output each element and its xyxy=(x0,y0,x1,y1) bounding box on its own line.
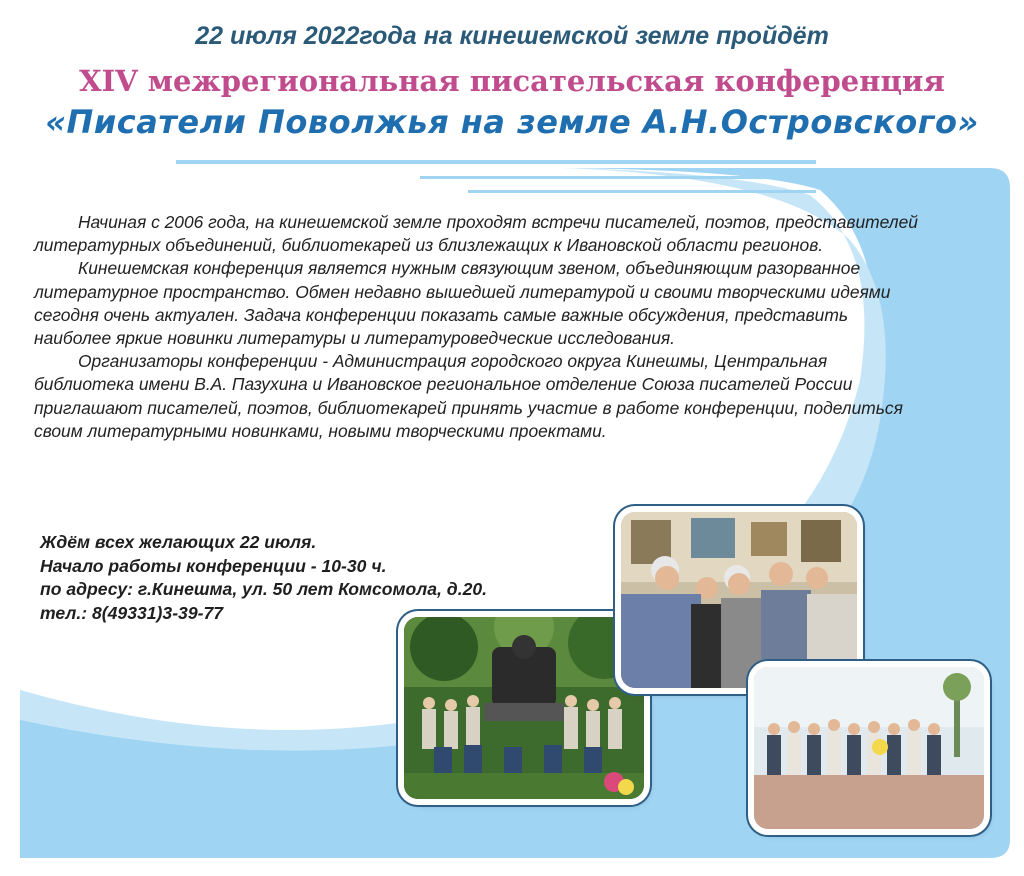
conference-name: «Писатели Поволжья на земле А.Н.Островского» xyxy=(45,103,979,141)
conference-title: XIV межрегиональная писательская конференция xyxy=(79,64,945,98)
info-invite: Ждём всех желающих 22 июля. xyxy=(40,532,317,552)
date-line: 22 июля 2022года на кинешемской земле пройдёт xyxy=(195,22,829,50)
paragraph-1: Начиная с 2006 года, на кинешемской земле проходят встречи писателей, поэтов, представителей литературных объединений, библиотекарей из близлежащих к Ивановской области регионов. xyxy=(34,212,918,256)
deco-line-1 xyxy=(176,160,816,164)
deco-line-3 xyxy=(468,190,816,193)
deco-line-2 xyxy=(420,176,816,179)
paragraph-3: Организаторы конференции - Администрация городского округа Кинешмы, Центральная библиотека имени В.А. Пазухина и Ивановское региональное отделение Союза писателей России приглашают писателей, поэтов, библиотекарей принять участие в работе конференции, поделиться своим литературными новинками, новыми творческими проектами. xyxy=(34,351,903,441)
photo-conference-hall xyxy=(621,512,857,688)
photo-monument-group xyxy=(404,617,644,799)
info-start-time: Начало работы конференции - 10-30 ч. xyxy=(40,555,387,576)
body-text xyxy=(34,211,924,443)
paragraph-2: Кинешемская конференция является нужным связующим звеном, объединяющим разорванное литературное пространство. Обмен недавно вышедшей литературой и своими творческими идеями сегодня очень актуален. Задача конференции показать самые важные обсуждения, представить наиболее яркие новинки литературы и литературоведческие исследования. xyxy=(34,258,891,349)
photo-group-outdoor xyxy=(754,667,984,829)
info-address: по адресу: г.Кинешма, ул. 50 лет Комсомола, д.20. xyxy=(40,579,488,599)
event-info xyxy=(40,531,600,625)
info-phone: тел.: 8(49331)3-39-77 xyxy=(40,602,224,623)
